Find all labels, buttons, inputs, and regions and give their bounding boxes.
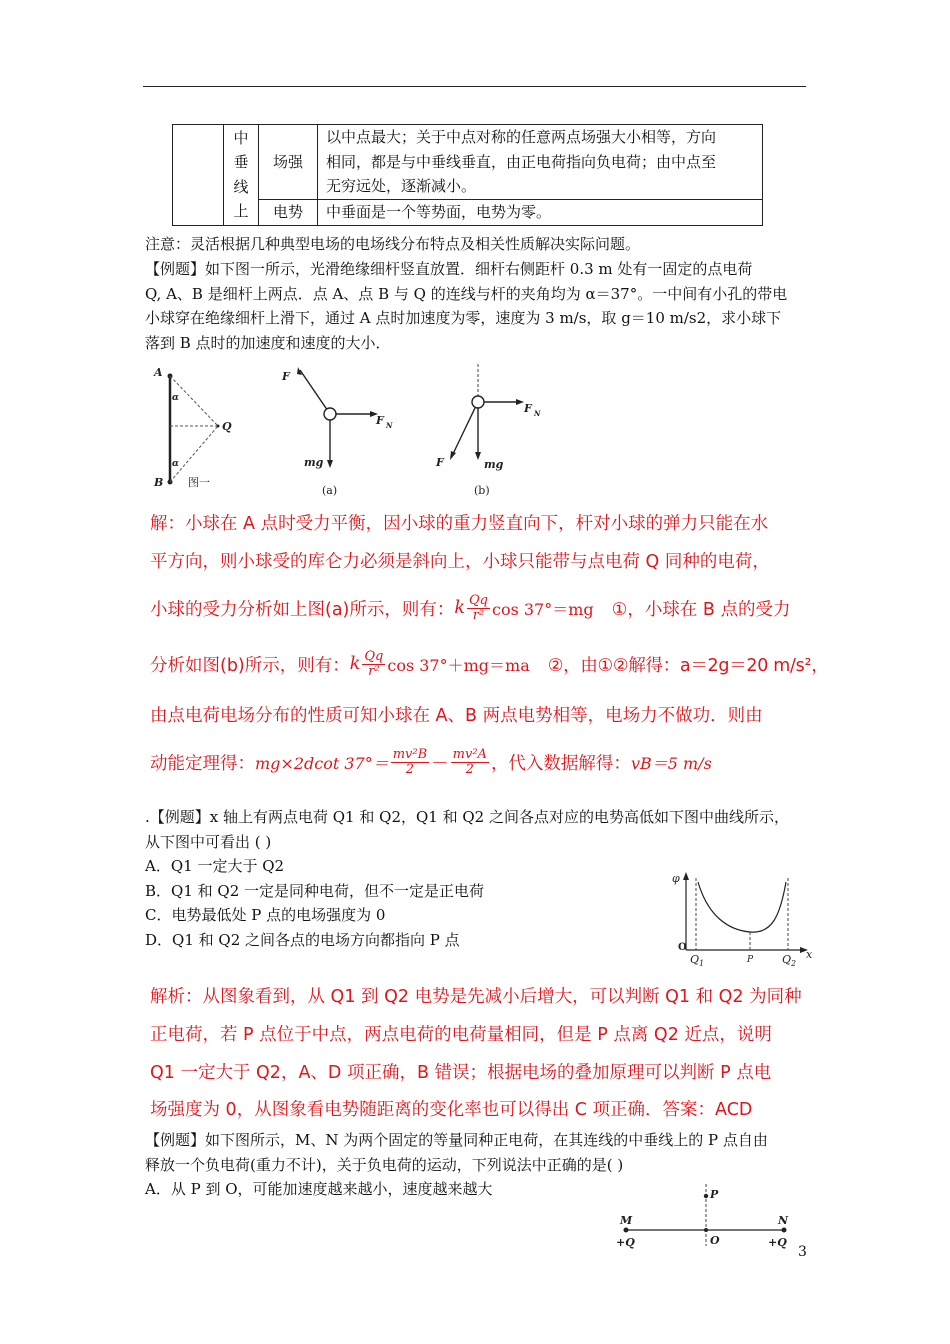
solution-line-3: 小球的受力分析如上图(a)所示，则有： k $\frac{Qq}{\text{r²}}$ cos 37°＝mg ①，小球在 B 点的受力 bbox=[150, 592, 791, 623]
graph-q2-sub: 2 bbox=[791, 959, 797, 968]
example2-text: .【例题】x 轴上有两点电荷 Q1 和 Q2，Q1 和 Q2 之间各点对应的电势高低如下图中曲线所示， 从下图中可看出 ( ) A．Q1 一定大于 Q2 B．Q1 和 Q2 一定是同种电荷，但不一定是正电荷 C．电势最低处 P 点的电场强度为 0 D．Q1 和 Q2 之间各点的电场方向都指向 P 点 bbox=[145, 805, 789, 952]
figure-b bbox=[420, 362, 550, 500]
label-fn-sub-b: N bbox=[534, 409, 541, 418]
label-mg-b: mg bbox=[484, 458, 504, 471]
label-alpha-top: α bbox=[172, 393, 179, 403]
label-plus-q-right: +Q bbox=[768, 1236, 787, 1249]
table-property-cell: 场强 bbox=[259, 125, 318, 200]
label-f-a: F bbox=[282, 370, 290, 383]
graph-phi-label: φ bbox=[672, 872, 680, 885]
label-a: A bbox=[154, 366, 163, 379]
solution-line-4: 分析如图(b)所示，则有： k $\frac{Qq}{\text{r²}}$ cos 37°＋mg＝ma ②，由①②解得：a＝2g＝20 m/s²， bbox=[150, 648, 829, 679]
analysis-line-2: 正电荷，若 P 点位于中点，两点电荷的电荷量相同，但是 P 点离 Q2 近点，说明 bbox=[150, 1025, 772, 1045]
caption-a: (a) bbox=[322, 484, 338, 497]
graph-q2-label: Q bbox=[782, 953, 792, 966]
table-description-cell: 以中点最大；关于中点对称的任意两点场强大小相等，方向 相同，都是与中垂线垂直，由正电荷指向负电荷；由中点至 无穷远处，逐渐减小。 bbox=[318, 125, 763, 200]
figure-one bbox=[148, 362, 393, 500]
label-n: N bbox=[778, 1214, 789, 1227]
label-p: P bbox=[710, 1188, 719, 1201]
label-mg-a: mg bbox=[304, 456, 324, 469]
table-property-cell: 电势 bbox=[259, 200, 318, 226]
option-b: B．Q1 和 Q2 一定是同种电荷，但不一定是正电荷 bbox=[145, 881, 485, 900]
example3-option-a: A．从 P 到 O，可能加速度越来越小，速度越来越大 bbox=[145, 1180, 493, 1198]
option-c: C．电势最低处 P 点的电场强度为 0 bbox=[145, 906, 386, 924]
note-text: 注意：灵活根据几种典型电场的电场线分布特点及相关性质解决实际问题。 bbox=[145, 235, 641, 253]
solution-line-5: 由点电荷电场分布的性质可知小球在 A、B 两点电势相等，电场力不做功．则由 bbox=[150, 706, 763, 726]
graph-q1-label: Q bbox=[690, 953, 700, 966]
graph-origin-label: O bbox=[678, 942, 687, 953]
property-table bbox=[172, 124, 763, 226]
label-fn-sub-a: N bbox=[386, 421, 393, 430]
table-blank-cell bbox=[173, 125, 224, 226]
graph-q1-sub: 1 bbox=[699, 959, 705, 968]
label-fn-a: F bbox=[376, 414, 384, 427]
label-o: O bbox=[710, 1234, 720, 1247]
graph-x-label: x bbox=[806, 948, 813, 961]
label-q: Q bbox=[222, 420, 232, 433]
figure-caption-1: 图一 bbox=[188, 476, 210, 489]
table-description-cell: 中垂面是一个等势面，电势为零。 bbox=[318, 200, 763, 226]
potential-graph bbox=[668, 868, 818, 968]
header-rule bbox=[143, 86, 806, 87]
option-d: D．Q1 和 Q2 之间各点的电场方向都指向 P 点 bbox=[145, 930, 460, 949]
analysis-line-4: 场强度为 0，从图象看电势随距离的变化率也可以得出 C 项正确．答案：ACD bbox=[150, 1100, 753, 1120]
page-number: 3 bbox=[798, 1244, 807, 1260]
option-a: A．Q1 一定大于 Q2 bbox=[145, 857, 285, 875]
solution-line-2: 平方向，则小球受的库仑力必须是斜向上，小球只能带与点电荷 Q 同种的电荷， bbox=[150, 552, 770, 572]
label-fn-b: F bbox=[524, 402, 532, 415]
solution-line-6: 动能定理得： mg×2dcot 37°＝ $\frac{\text{mv²B}}{2}$ － $\frac{\text{mv²A}}{2}$ ，代入数据解得： vB＝5 m/s bbox=[150, 746, 712, 777]
example3-text: 【例题】如下图所示，M、N 为两个固定的等量同种正电荷，在其连线的中垂线上的 P 点自由 释放一个负电荷(重力不计)，关于负电荷的运动，下列说法中正确的是( ) A．从 P 到 O，可能加速度越来越小，速度越来越大 bbox=[145, 1128, 768, 1202]
label-alpha-bottom: α bbox=[172, 459, 179, 469]
label-plus-q-left: +Q bbox=[616, 1236, 635, 1249]
table-row-group-label: 中 垂 线 上 bbox=[224, 125, 259, 226]
mn-charge-figure bbox=[612, 1180, 802, 1252]
graph-p-label: P bbox=[747, 955, 754, 965]
solution-line-1: 解：小球在 A 点时受力平衡，因小球的重力竖直向下，杆对小球的弹力只能在水 bbox=[150, 514, 769, 534]
caption-b: (b) bbox=[474, 484, 490, 497]
label-f-b: F bbox=[436, 456, 444, 469]
label-m: M bbox=[620, 1214, 633, 1227]
example1-text: 【例题】如下图一所示，光滑绝缘细杆竖直放置．细杆右侧距杆 0.3 m 处有一固定的点电荷 Q, A、B 是细杆上两点．点 A、点 B 与 Q 的连线与杆的夹角均为 α＝37°。一中间有小孔的带电 小球穿在绝缘细杆上滑下，通过 A 点时加速度为零，速度为 3 m/s，取 g＝10 m/s2，求小球下 落到 B 点时的加速度和速度的大小． bbox=[145, 260, 788, 352]
analysis-line-3: Q1 一定大于 Q2，A、D 项正确，B 错误；根据电场的叠加原理可以判断 P 点电 bbox=[150, 1063, 772, 1083]
label-b: B bbox=[154, 476, 164, 489]
analysis-line-1: 解析：从图象看到，从 Q1 到 Q2 电势是先减小后增大，可以判断 Q1 和 Q2 为同种 bbox=[150, 987, 802, 1007]
